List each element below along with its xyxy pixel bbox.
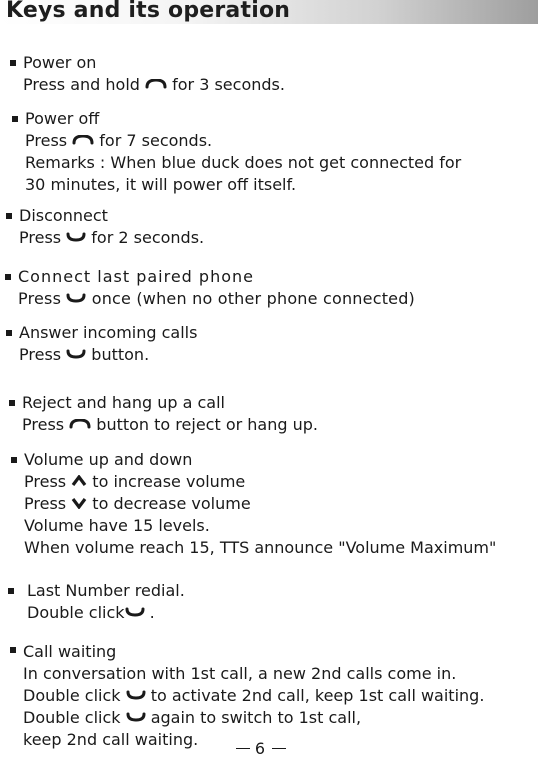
instruction-text: to activate 2nd call, keep 1st call waiting. <box>150 686 485 705</box>
instruction-line <box>25 130 461 152</box>
page-number-dash <box>236 748 250 749</box>
info-line: keep 2nd call waiting. <box>23 730 199 749</box>
instruction-text: Press <box>22 415 65 434</box>
instruction-text: Press <box>25 131 68 150</box>
info-line: When volume reach 15, TTS announce "Volume Maximum" <box>24 538 497 557</box>
instruction-text: . <box>149 603 155 622</box>
section-connect-last-paired <box>18 266 415 310</box>
section-last-number-redial <box>27 580 185 624</box>
page-number-value: 6 <box>254 739 266 758</box>
instruction-text: Press <box>24 494 67 513</box>
section-reject-hang-up <box>22 392 318 436</box>
section-heading: Power on <box>23 53 97 72</box>
instruction-line <box>18 288 415 310</box>
instruction-text: button to reject or hang up. <box>96 415 318 434</box>
instruction-text: Press <box>19 228 62 247</box>
section-heading: Call waiting <box>23 642 117 661</box>
bullet <box>6 213 12 219</box>
bullet <box>10 60 16 66</box>
page-number <box>232 739 288 759</box>
page-number-dash <box>272 748 286 749</box>
page-title: Keys and its operation <box>6 0 291 23</box>
remark-line: Remarks : When blue duck does not get connected for <box>25 153 462 172</box>
instruction-text: to increase volume <box>92 472 246 491</box>
instruction-text: Double click <box>27 603 125 622</box>
section-heading: Last Number redial. <box>27 581 185 600</box>
section-heading: Disconnect <box>19 206 108 225</box>
call-key-icon <box>66 293 86 303</box>
instruction-text: once (when no other phone connected) <box>91 289 416 308</box>
section-power-off <box>25 108 461 196</box>
volume-down-icon <box>71 497 87 509</box>
volume-up-icon <box>71 475 87 487</box>
instruction-line <box>27 602 185 624</box>
section-heading: Power off <box>25 109 100 128</box>
instruction-text: Press <box>19 345 62 364</box>
info-line: Volume have 15 levels. <box>24 516 210 535</box>
section-power-on <box>23 52 285 96</box>
bullet <box>12 116 18 122</box>
section-heading: Connect last paired phone <box>18 267 254 286</box>
instruction-text: for 2 seconds. <box>91 228 205 247</box>
instruction-text: Press <box>18 289 62 308</box>
instruction-line <box>22 414 318 436</box>
instruction-text: for 3 seconds. <box>172 75 285 94</box>
hang-up-key-icon <box>145 79 167 89</box>
instruction-line <box>24 493 496 515</box>
instruction-text: to decrease volume <box>92 494 251 513</box>
info-line: In conversation with 1st call, a new 2nd calls come in. <box>23 664 457 683</box>
hang-up-key-icon <box>72 135 94 145</box>
title-bar <box>0 0 538 24</box>
remark-line: 30 minutes, it will power off itself. <box>25 175 297 194</box>
instruction-line <box>23 74 285 96</box>
section-call-waiting <box>23 641 484 751</box>
bullet <box>8 588 14 594</box>
bullet <box>6 330 12 336</box>
call-key-icon <box>126 690 146 700</box>
call-key-icon <box>66 232 86 242</box>
instruction-text: again to switch to 1st call, <box>150 708 362 727</box>
instruction-text: Press and hold <box>23 75 140 94</box>
call-key-icon <box>125 607 145 617</box>
instruction-line <box>19 344 197 366</box>
section-answer-calls <box>19 322 197 366</box>
bullet <box>5 274 11 280</box>
instruction-text: button. <box>91 345 150 364</box>
bullet <box>10 647 16 653</box>
call-key-icon <box>66 349 86 359</box>
instruction-text: Double click <box>23 686 121 705</box>
section-heading: Reject and hang up a call <box>22 393 225 412</box>
section-heading: Volume up and down <box>24 450 193 469</box>
instruction-text: Press <box>24 472 67 491</box>
instruction-line <box>24 471 496 493</box>
instruction-line <box>23 685 484 707</box>
bullet <box>9 400 15 406</box>
call-key-icon <box>126 712 146 722</box>
bullet <box>11 457 17 463</box>
instruction-text: for 7 seconds. <box>99 131 213 150</box>
hang-up-key-icon <box>69 419 91 429</box>
section-disconnect <box>19 205 204 249</box>
instruction-line <box>19 227 204 249</box>
section-heading: Answer incoming calls <box>19 323 198 342</box>
instruction-line <box>23 707 484 729</box>
section-volume <box>24 449 496 559</box>
instruction-text: Double click <box>23 708 121 727</box>
